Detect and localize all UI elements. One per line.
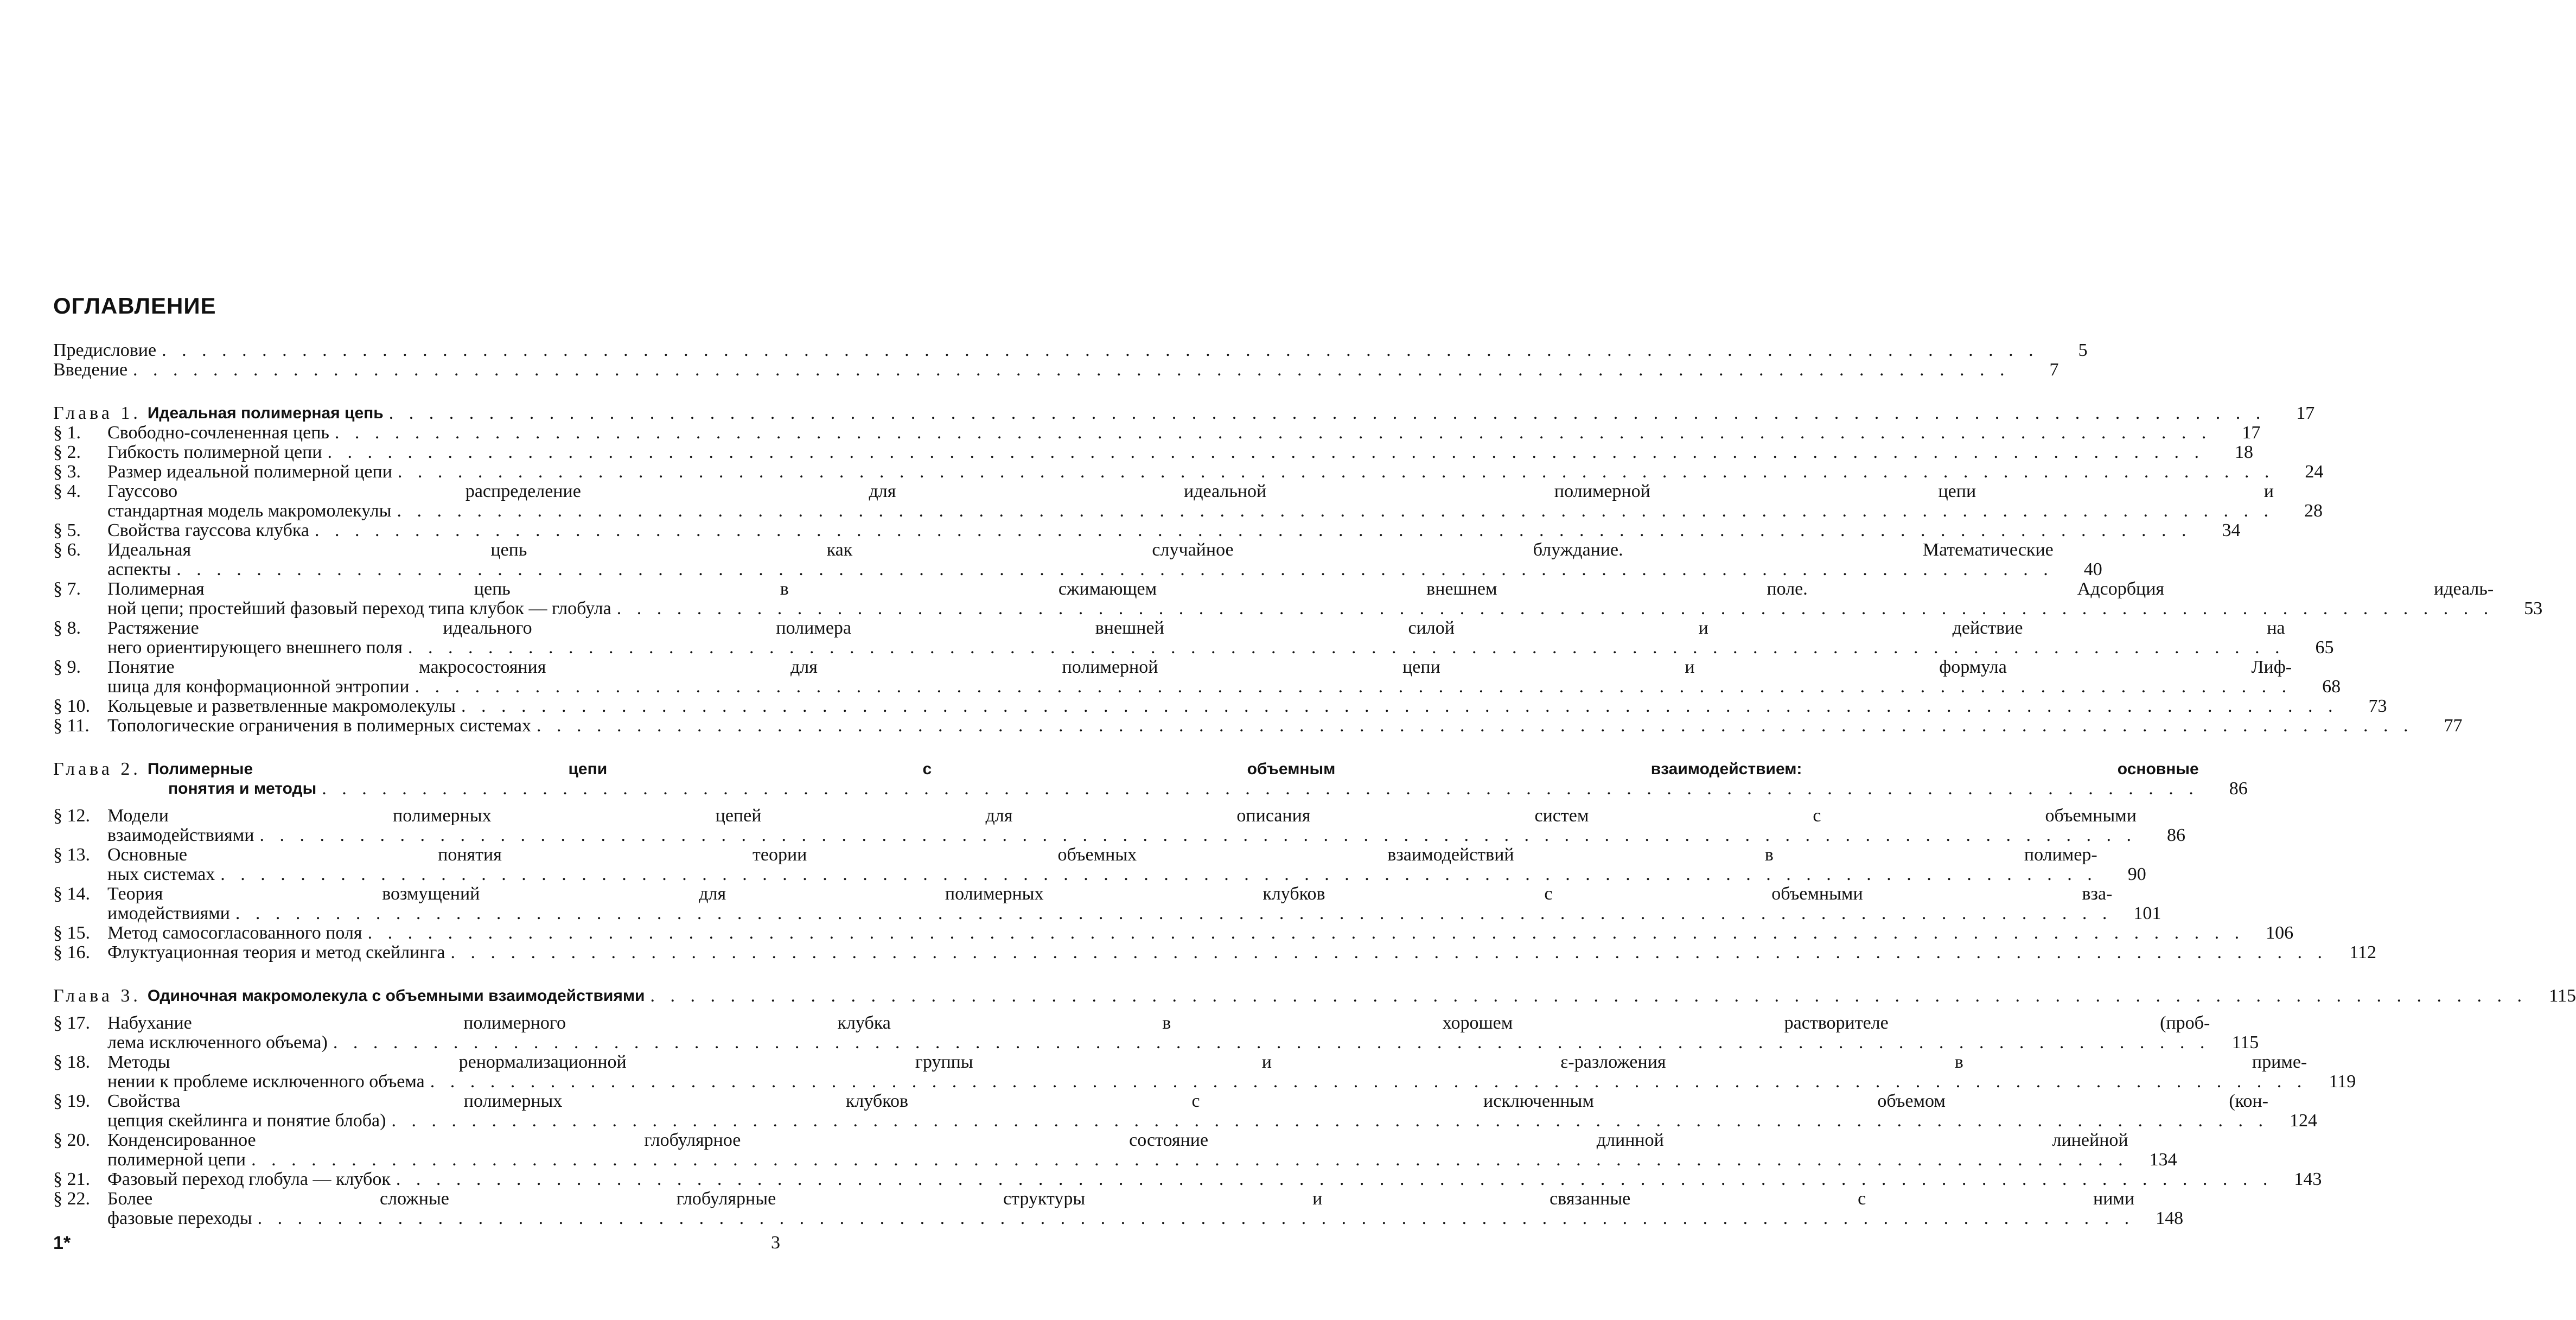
entry-line (107, 1209, 2134, 1228)
page-reference: 115 (2231, 1032, 2259, 1053)
entry-text (107, 1189, 2145, 1228)
dot-leader (162, 341, 2039, 360)
page-reference: 77 (2444, 716, 2463, 736)
entry-line (107, 423, 2211, 443)
entry-title-text: лема исключенного объема) (107, 1032, 328, 1053)
entry-line (107, 579, 2494, 599)
entry-title-text: Модели полимерных цепей для описания систем с объемными (107, 806, 2137, 826)
chapter-text (53, 760, 2210, 799)
entry-line (107, 716, 2413, 736)
page-reference: 115 (2549, 986, 2576, 1006)
chapter-spacer (53, 799, 780, 806)
entry-line (107, 443, 2204, 462)
entry-title-text: Гауссово распределение для идеальной полимерной цепи и (107, 481, 2274, 501)
entry-line (107, 845, 2097, 865)
entry-text (107, 658, 2303, 697)
page-reference: 28 (2304, 501, 2323, 521)
entry-text (107, 462, 2285, 482)
entry-title-text: Теория возмущений для полимерных клубков с объемными вза- (107, 884, 2113, 904)
entry-text (107, 443, 2215, 462)
table-of-contents (53, 340, 2576, 1228)
entry-title-text: Фазовый переход глобула — клубок (107, 1169, 391, 1189)
toc-section-4[interactable] (53, 481, 2323, 521)
entry-title-text: Предисловие (53, 340, 157, 360)
section-number: § 9. (53, 657, 81, 677)
entry-title-text: Свойства полимерных клубков с исключенным объемом (кон- (107, 1091, 2268, 1111)
entry-title-text: Конденсированное глобулярное состояние длинной линейной (107, 1130, 2128, 1150)
entry-line (107, 599, 2494, 618)
dot-leader (415, 677, 2292, 697)
entry-line (107, 501, 2274, 521)
entry-title-text: Набухание полимерного клубка в хорошем растворителе (проб- (107, 1013, 2210, 1033)
entry-line (107, 521, 2191, 540)
entry-text (107, 1170, 2284, 1189)
signature-mark: 1* (53, 1233, 71, 1253)
section-number: § 7. (53, 579, 81, 599)
section-number: § 4. (53, 481, 81, 501)
toc-section-19[interactable] (53, 1091, 2317, 1131)
toc-entry-preface[interactable] (53, 340, 2088, 360)
chapter-label: Глава 1. (53, 403, 141, 423)
section-number: § 19. (53, 1091, 90, 1111)
chapter-title: Полимерные цепи с объемным взаимодействием: основные (147, 760, 2199, 778)
entry-title-text: Флуктуационная теория и метод скейлинга (107, 942, 445, 962)
entry-line (107, 1131, 2128, 1150)
dot-leader (322, 779, 2314, 799)
toc-section-20[interactable] (53, 1130, 2177, 1170)
entry-title-text: фазовые переходы (107, 1208, 252, 1228)
section-number: § 1. (53, 423, 81, 443)
dot-leader (235, 904, 2113, 923)
section-number: § 20. (53, 1130, 90, 1150)
entry-title-text: Свойства гауссова клубка (107, 520, 309, 540)
entry-line (107, 923, 2245, 943)
entry-text (107, 1013, 2221, 1053)
toc-section-3[interactable] (53, 462, 2324, 482)
dot-leader (328, 443, 2205, 462)
section-number: § 3. (53, 462, 81, 482)
page-number: 3 (771, 1233, 780, 1253)
dot-leader (537, 716, 2414, 736)
entry-title-text: Введение (53, 360, 128, 380)
entry-title-text: имодействиями (107, 903, 230, 923)
dot-leader (398, 462, 2275, 482)
entry-title-text: ных системах (107, 864, 215, 884)
entry-line (107, 482, 2274, 501)
page-reference: 7 (2049, 360, 2059, 380)
toc-section-11[interactable] (53, 716, 2463, 736)
entry-text (107, 923, 2255, 943)
entry-text (107, 716, 2424, 736)
section-number: § 21. (53, 1169, 90, 1189)
entry-line (107, 1189, 2134, 1209)
chapter-label: Глава 2. (53, 759, 141, 779)
chapter-line (53, 760, 2199, 779)
toc-section-18[interactable] (53, 1052, 2356, 1092)
page-reference: 24 (2305, 462, 2324, 482)
entry-text (107, 540, 2064, 579)
entry-line (107, 826, 2137, 845)
section-number: § 5. (53, 520, 81, 540)
chapter-line (53, 404, 2266, 423)
entry-text (107, 423, 2222, 443)
page-reference: 34 (2222, 520, 2241, 540)
entry-text (107, 697, 2349, 716)
dot-leader (397, 501, 2274, 521)
page-reference: 106 (2266, 923, 2294, 943)
toc-section-9[interactable] (53, 657, 2341, 697)
entry-line (107, 943, 2328, 962)
entry-line (107, 1170, 2273, 1189)
entry-text (107, 806, 2147, 845)
section-number: § 15. (53, 923, 90, 943)
toc-entry-introduction[interactable] (53, 360, 2059, 380)
entry-title-text: Топологические ограничения в полимерных системах (107, 716, 531, 736)
entry-title-text: полимерной цепи (107, 1150, 246, 1170)
page-reference: 101 (2133, 903, 2161, 923)
entry-text (107, 845, 2108, 884)
entry-line (107, 658, 2292, 677)
entry-line (107, 1053, 2307, 1072)
section-number: § 16. (53, 942, 90, 962)
section-number: § 18. (53, 1052, 90, 1072)
dot-leader (176, 560, 2054, 579)
section-number: § 10. (53, 696, 90, 716)
dot-leader (396, 1170, 2273, 1189)
entry-title-text: Метод самосогласованного поля (107, 923, 362, 943)
dot-leader (408, 638, 2285, 658)
entry-title-text: ной цепи; простейший фазовый переход типа клубок — глобула (107, 598, 611, 618)
page-reference: 86 (2166, 825, 2185, 845)
entry-text (107, 1131, 2139, 1170)
entry-line (107, 638, 2285, 658)
page-reference: 40 (2083, 559, 2102, 579)
entry-text (107, 884, 2123, 923)
entry-line (107, 1111, 2268, 1131)
dot-leader (333, 1033, 2210, 1053)
chapter-label: Глава 3. (53, 986, 141, 1006)
toc-section-15[interactable] (53, 923, 2294, 943)
toc-section-17[interactable] (53, 1013, 2259, 1053)
page-reference: 65 (2315, 637, 2334, 658)
entry-title-text: Основные понятия теории объемных взаимодействий в полимер- (107, 845, 2097, 865)
entry-title-text: Идеальная цепь как случайное блуждание. Математические (107, 540, 2054, 560)
section-number: § 6. (53, 540, 81, 560)
entry-title-text: шица для конформационной энтропии (107, 677, 410, 697)
chapter-text (53, 986, 2538, 1006)
entry-title-text: Кольцевые и разветвленные макромолекулы (107, 696, 456, 716)
section-number: § 11. (53, 716, 90, 736)
entry-line (107, 697, 2338, 716)
section-number: § 13. (53, 845, 90, 865)
entry-title-text: Полимерная цепь в сжимающем внешнем поле. Адсорбция идеаль- (107, 579, 2494, 599)
page-reference: 18 (2235, 442, 2254, 462)
section-number: § 2. (53, 442, 81, 462)
section-number: § 8. (53, 618, 81, 638)
section-number: § 22. (53, 1189, 90, 1209)
dot-leader (650, 986, 2527, 1006)
entry-title-text: Растяжение идеального полимера внешней силой и действие на (107, 618, 2285, 638)
page-title: ОГЛАВЛЕНИЕ (53, 293, 216, 318)
dot-leader (461, 697, 2338, 716)
entry-text (107, 943, 2338, 962)
toc-section-16[interactable] (53, 942, 2377, 962)
chapter-text (53, 404, 2277, 423)
entry-title-text: стандартная модель макромолекулы (107, 501, 392, 521)
entry-line (107, 560, 2054, 579)
page-reference: 143 (2294, 1169, 2322, 1189)
entry-title-text: Размер идеальной полимерной цепи (107, 462, 392, 482)
entry-line (107, 677, 2292, 697)
dot-leader (368, 923, 2245, 943)
entry-text (107, 579, 2504, 618)
page-reference: 134 (2149, 1150, 2177, 1170)
entry-title-text: взаимодействиями (107, 825, 254, 845)
chapter-spacer (53, 962, 780, 986)
page-reference: 5 (2078, 340, 2088, 360)
dot-leader (258, 1209, 2135, 1228)
chapter-line (53, 986, 2527, 1006)
entry-line (107, 806, 2137, 826)
dot-leader (617, 599, 2494, 618)
entry-line (107, 865, 2097, 884)
page-reference: 68 (2322, 677, 2341, 697)
toc-section-5[interactable] (53, 520, 2241, 540)
entry-text (107, 482, 2285, 521)
toc-section-1[interactable] (53, 423, 2261, 443)
entry-line (107, 1150, 2128, 1170)
page-reference: 53 (2524, 598, 2543, 618)
entry-text (107, 618, 2296, 658)
entry-line (107, 1092, 2268, 1111)
dot-leader (220, 865, 2097, 884)
toc-section-12[interactable] (53, 806, 2185, 845)
entry-line (53, 341, 2039, 360)
dot-leader (251, 1150, 2128, 1170)
page-reference: 73 (2368, 696, 2387, 716)
chapter-spacer (53, 380, 780, 404)
dot-leader (451, 943, 2328, 962)
toc-section-6[interactable] (53, 540, 2102, 579)
section-number: § 12. (53, 806, 90, 826)
entry-text (107, 1092, 2279, 1131)
page-reference: 17 (2242, 423, 2261, 443)
toc-section-13[interactable] (53, 845, 2146, 884)
toc-section-14[interactable] (53, 884, 2161, 923)
page-reference: 17 (2296, 403, 2315, 423)
entry-title-text: Методы ренормализационной группы и ε-разложения в приме- (107, 1052, 2307, 1072)
page-reference: 112 (2349, 942, 2377, 962)
entry-line (107, 1072, 2307, 1092)
entry-title-text: нении к проблеме исключенного объема (107, 1072, 425, 1092)
dot-leader (315, 521, 2192, 540)
dot-leader (389, 404, 2266, 423)
chapter-title: понятия и методы (168, 780, 317, 798)
entry-line (107, 618, 2285, 638)
toc-section-10[interactable] (53, 696, 2387, 716)
chapter-spacer (53, 736, 780, 760)
section-number: § 14. (53, 884, 90, 904)
dot-leader (259, 826, 2137, 845)
toc-section-8[interactable] (53, 618, 2334, 658)
dot-leader (430, 1072, 2307, 1092)
page-reference: 90 (2127, 864, 2146, 884)
chapter-heading-2[interactable] (53, 759, 2248, 799)
entry-title-text: Более сложные глобулярные структуры и связанные с ними (107, 1189, 2135, 1209)
dot-leader (133, 360, 2010, 380)
page-reference: 124 (2289, 1111, 2317, 1131)
chapter-heading-3[interactable] (53, 986, 2576, 1006)
chapter-title: Идеальная полимерная цепь (147, 404, 384, 422)
entry-title-text: Гибкость полимерной цепи (107, 442, 322, 462)
entry-text (53, 341, 2050, 360)
entry-text (107, 521, 2202, 540)
entry-line (107, 540, 2054, 560)
dot-leader (391, 1111, 2268, 1131)
chapter-line (53, 779, 2314, 799)
page-reference: 148 (2156, 1208, 2184, 1228)
section-number: § 17. (53, 1013, 90, 1033)
chapter-heading-1[interactable] (53, 403, 2315, 423)
chapter-spacer (53, 1006, 780, 1013)
entry-line (107, 1013, 2210, 1033)
entry-line (53, 360, 2010, 380)
entry-title-text: Свободно-сочлененная цепь (107, 423, 329, 443)
chapter-title: Одиночная макромолекула с объемными взаимодействиями (147, 987, 645, 1005)
toc-section-2[interactable] (53, 442, 2254, 462)
toc-section-7[interactable] (53, 579, 2543, 618)
entry-title-text: Понятие макросостояния для полимерной цепи и формула Лиф- (107, 657, 2292, 677)
entry-line (107, 904, 2112, 923)
page-reference: 119 (2329, 1072, 2356, 1092)
entry-title-text: аспекты (107, 559, 171, 579)
toc-section-21[interactable] (53, 1169, 2322, 1189)
dot-leader (335, 423, 2212, 443)
entry-title-text: цепция скейлинга и понятие блоба) (107, 1111, 386, 1131)
entry-line (107, 1033, 2210, 1053)
toc-section-22[interactable] (53, 1189, 2184, 1228)
page-reference: 86 (2229, 779, 2248, 799)
entry-line (107, 462, 2274, 482)
entry-title-text: него ориентирующего внешнего поля (107, 637, 403, 658)
entry-text (107, 1053, 2318, 1092)
entry-text (53, 360, 2021, 380)
entry-line (107, 884, 2112, 904)
